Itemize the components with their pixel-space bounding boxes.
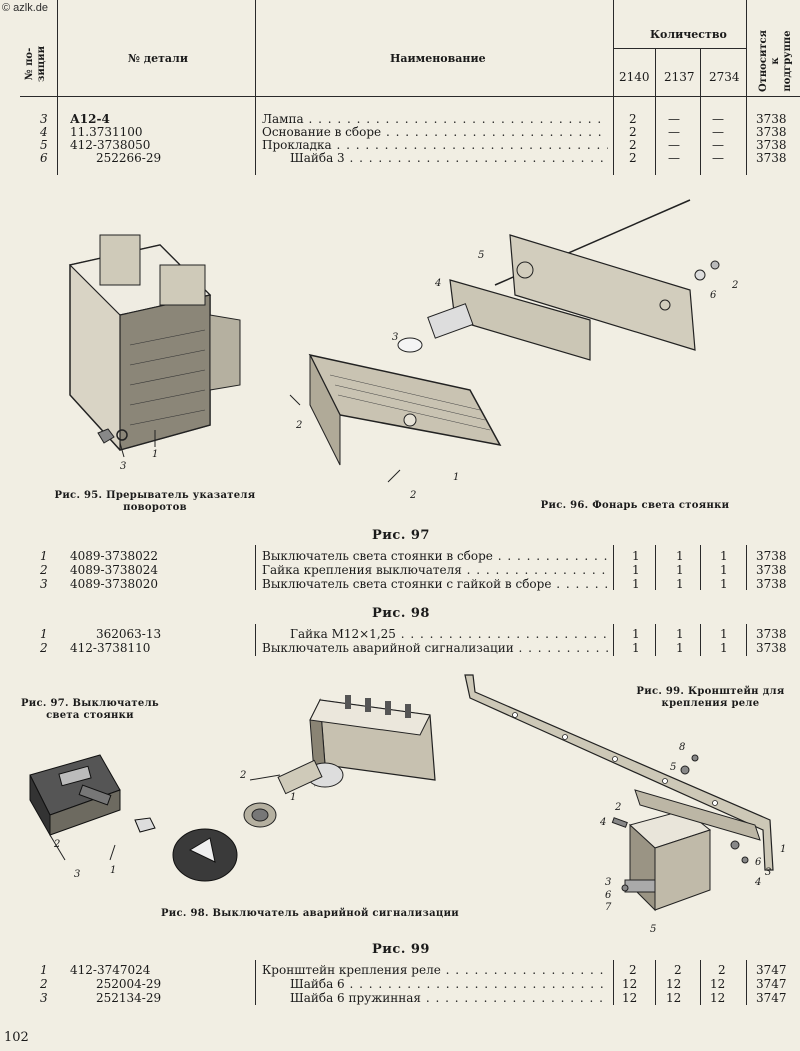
- svg-text:6: 6: [605, 890, 612, 901]
- svg-text:3: 3: [392, 332, 399, 343]
- svg-text:3: 3: [74, 869, 81, 880]
- header-part-no: № детали: [128, 52, 188, 65]
- figure-99-illustration: [455, 670, 800, 940]
- svg-text:1: 1: [290, 792, 297, 803]
- figure-95-illustration: [60, 225, 260, 475]
- header-name: Наименование: [390, 52, 486, 65]
- svg-text:1: 1: [152, 449, 159, 460]
- svg-text:4: 4: [435, 278, 442, 289]
- svg-text:3: 3: [605, 877, 612, 888]
- table-row: 3 А12-4 Лампа . . . 2 — — 3738: [0, 113, 800, 126]
- svg-text:7: 7: [605, 902, 612, 913]
- section-title-98: Рис. 98: [372, 606, 430, 621]
- table-row: 1 412-3747024 Кронштейн крепления реле . . . 2 2 2 3747: [0, 964, 800, 977]
- svg-text:6: 6: [755, 857, 762, 868]
- svg-text:2: 2: [54, 839, 61, 850]
- figure-98-illustration: [160, 680, 460, 905]
- svg-text:2: 2: [615, 802, 622, 813]
- figure-96-illustration: [270, 190, 740, 510]
- svg-text:1: 1: [780, 844, 787, 855]
- figure-95-caption: Рис. 95. Прерыватель указателя поворотов: [54, 490, 256, 513]
- table-row: 3 252134-29 Шайба 6 пружинная . . . 12 12 12 3747: [0, 992, 800, 1005]
- svg-text:2: 2: [732, 280, 739, 291]
- header-model-2140: 2140: [619, 70, 650, 84]
- svg-text:2: 2: [410, 490, 417, 501]
- section-title-99: Рис. 99: [372, 942, 430, 957]
- svg-text:1: 1: [110, 865, 117, 876]
- table-row: 5 412-3738050 Прокладка . . . 2 — — 3738: [0, 139, 800, 152]
- table-row: 4 11.3731100 Основание в сборе . . . 2 — — 3738: [0, 126, 800, 139]
- table-row: 2 4089-3738024 Гайка крепления выключателя . . . 1 1 1 3738: [0, 564, 800, 577]
- svg-text:3: 3: [120, 461, 127, 472]
- svg-text:6: 6: [710, 290, 717, 301]
- svg-text:3: 3: [765, 867, 772, 878]
- header-quantity: Количество: [650, 28, 727, 41]
- figure-96-caption: Рис. 96. Фонарь света стоянки: [540, 500, 730, 511]
- svg-text:5: 5: [670, 762, 677, 773]
- figure-97-caption: Рис. 97. Выключатель света стоянки: [20, 698, 160, 721]
- table-row: 6 252266-29 Шайба 3 . . . 2 — — 3738: [0, 152, 800, 165]
- page-number: 102: [4, 1030, 29, 1045]
- svg-text:4: 4: [600, 817, 607, 828]
- svg-text:2: 2: [240, 770, 247, 781]
- header-pos: № по- зиции: [24, 45, 47, 83]
- watermark: © azlk.de: [2, 2, 49, 14]
- svg-text:8: 8: [679, 742, 686, 753]
- figure-97-illustration: [10, 735, 170, 885]
- header-model-2137: 2137: [664, 70, 695, 84]
- svg-text:4: 4: [755, 877, 762, 888]
- svg-text:5: 5: [478, 250, 485, 261]
- header-subgroup: Относится к подгруппе: [758, 29, 793, 93]
- table-row: 1 4089-3738022 Выключатель света стоянки в сборе . . . 1 1 1 3738: [0, 550, 800, 563]
- figure-98-caption: Рис. 98. Выключатель аварийной сигнализации: [160, 908, 460, 919]
- table-row: 2 252004-29 Шайба 6 . . . 12 12 12 3747: [0, 978, 800, 991]
- section-title-97: Рис. 97: [372, 528, 430, 543]
- figure-99-caption: Рис. 99. Кронштейн для крепления реле: [636, 686, 785, 709]
- svg-text:5: 5: [650, 924, 657, 935]
- header-model-2734: 2734: [709, 70, 740, 84]
- table-row: 2 412-3738110 Выключатель аварийной сигнализации . . . 1 1 1 3738: [0, 642, 800, 655]
- svg-text:1: 1: [453, 472, 460, 483]
- svg-text:2: 2: [296, 420, 303, 431]
- table-row: 3 4089-3738020 Выключатель света стоянки с гайкой в сборе . . . 1 1 1 3738: [0, 578, 800, 591]
- table-row: 1 362063-13 Гайка М12×1,25 . . . 1 1 1 3738: [0, 628, 800, 641]
